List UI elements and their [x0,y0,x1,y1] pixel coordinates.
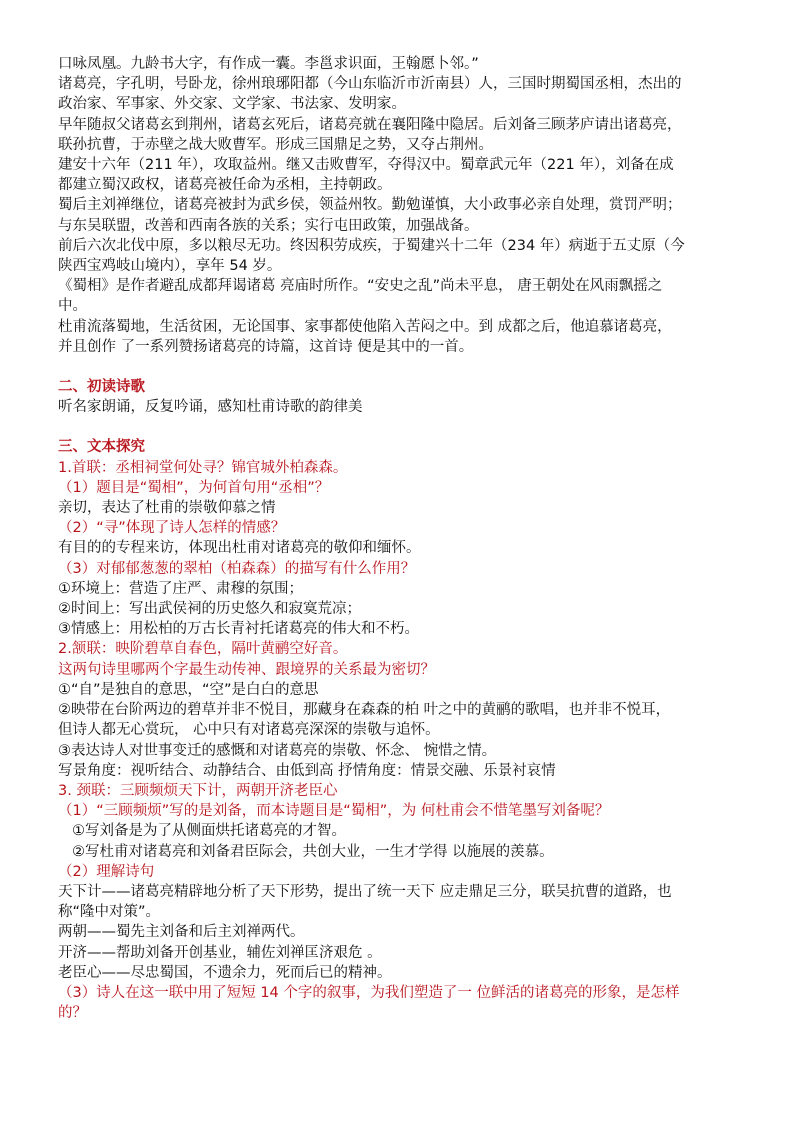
text-line: 中。 [58,298,87,315]
text-line: 都建立蜀汉政权，诸葛亮被任命为丞相，主持朝政。 [58,177,392,194]
section-heading: 二、初读诗歌 [58,379,145,396]
question-line: （1）“三顾频烦”写的是刘备，而本诗题目是“蜀相”，为 何杜甫会不惜笔墨写刘备呢？ [58,803,610,820]
question-line: 的？ [58,1005,87,1022]
document-page [58,54,758,1023]
question-line: （3）对郁郁葱葱的翠柏（柏森森）的描写有什么作用？ [58,560,416,577]
text-line: 联孙抗曹，于赤壁之战大败曹军。形成三国鼎足之势，又夺占荆州。 [58,136,493,153]
text-line: ①环境上：营造了庄严、肃穆的氛围； [58,580,303,597]
text-line: 建安十六年（211 年），攻取益州。继又击败曹军，夺得汉中。蜀章武元年（221 年），刘备在成 [58,157,674,174]
text-line: 亲切，表达了杜甫的崇敬仰慕之情 [58,500,276,517]
question-line: （1）题目是“蜀相”，为何首句用“丞相”？ [58,479,330,496]
text-line: 《蜀相》是作者避乱成都拜谒诸葛 亮庙时所作。“安史之乱”尚未平息， 唐王朝处在风雨飘摇之 [58,278,663,295]
text-line: 口咏凤凰。九龄书大字，有作成一囊。李邕求识面，王翰愿卜邻。” [58,56,479,72]
text-line: 陕西宝鸡岐山境内），享年 54 岁。 [58,258,282,275]
text-line: 听名家朗诵，反复吟诵，感知杜甫诗歌的韵律美 [58,399,363,416]
section-heading: 三、文本探究 [58,439,145,456]
text-line: 写景角度：视听结合、动静结合、由低到高 抒情角度：情景交融、乐景衬哀情 [58,762,556,779]
text-line: 但诗人都无心赏玩， 心中只有对诸葛亮深深的崇敬与追怀。 [58,722,440,739]
text-line: 称“隆中对策”。 [58,904,161,921]
question-line: （2）理解诗句 [58,863,155,880]
text-line: 杜甫流落蜀地，生活贫困，无论国事、家事都使他陷入苦闷之中。到 成都之后，他追慕诸葛亮， [58,318,672,335]
text-line: 老臣心——尽忠蜀国，不遗余力，死而后已的精神。 [58,964,392,981]
text-line: 政治家、军事家、外交家、文学家、书法家、发明家。 [58,96,406,113]
question-line: 1.首联：丞相祠堂何处寻？锦官城外柏森森。 [58,459,348,476]
text-line: 诸葛亮，字孔明，号卧龙，徐州琅琊阳都（今山东临沂市沂南县）人，三国时期蜀国丞相，杰出的 [58,76,682,93]
text-line: 天下计——诸葛亮精辟地分析了天下形势，提出了统一天下 应走鼎足三分，联吴抗曹的道路，也 [58,883,672,900]
text-line: 前后六次北伐中原，多以粮尽无功。终因积劳成疾，于蜀建兴十二年（234 年）病逝于五丈原（今 [58,237,685,254]
text-line: ①写刘备是为了从侧面烘托诸葛亮的才智。 [72,823,346,840]
text-line: ②时间上：写出武侯祠的历史悠久和寂寞荒凉； [58,601,361,618]
text-line: ③表达诗人对世事变迁的感慨和对诸葛亮的崇敬、怀念、 惋惜之情。 [58,742,497,759]
text-line: ①“自”是独自的意思，“空”是白白的意思 [58,681,319,698]
question-line: 2.颔联：映阶碧草自春色，隔叶黄鹂空好音。 [58,641,348,658]
question-line: （3）诗人在这一联中用了短短 14 个字的叙事，为我们塑造了一 位鲜活的诸葛亮的形象，是怎样 [58,984,680,1001]
text-line: 有目的的专程来访，体现出杜甫对诸葛亮的敬仰和缅怀。 [58,540,421,557]
question-line: 3. 颈联：三顾频烦天下计，两朝开济老臣心 [58,782,338,799]
text-line: 两朝——蜀先主刘备和后主刘禅两代。 [58,924,305,941]
text-line: ②映带在台阶两边的碧草并非不悦目，那藏身在森森的柏 叶之中的黄鹂的歌唱，也并非不悦耳， [58,702,671,719]
text-line: 并且创作 了一系列赞扬诸葛亮的诗篇，这首诗 便是其中的一首。 [58,338,474,355]
text-line: 开济——帮助刘备开创基业，辅佐刘禅匡济艰危 。 [58,944,382,961]
text-line: 与东吴联盟，改善和西南各族的关系；实行屯田政策，加强战备。 [58,217,479,234]
text-line: ③情感上：用松柏的万古长青衬托诸葛亮的伟大和不朽。 [58,621,419,638]
text-line: ②写杜甫对诸葛亮和刘备君臣际会，共创大业，一生才学得 以施展的羡慕。 [72,843,554,860]
text-line: 早年随叔父诸葛玄到荆州，诸葛玄死后，诸葛亮就在襄阳隆中隐居。后刘备三顾茅庐请出诸葛亮， [58,116,682,133]
question-line: （2）“寻”体现了诗人怎样的情感？ [58,520,286,537]
text-line: 蜀后主刘禅继位，诸葛亮被封为武乡侯，领益州牧。勤勉谨慎，大小政事必亲自处理，赏罚严明； [58,197,682,214]
question-line: 这两句诗里哪两个字最生动传神、跟境界的关系最为密切？ [58,661,435,678]
